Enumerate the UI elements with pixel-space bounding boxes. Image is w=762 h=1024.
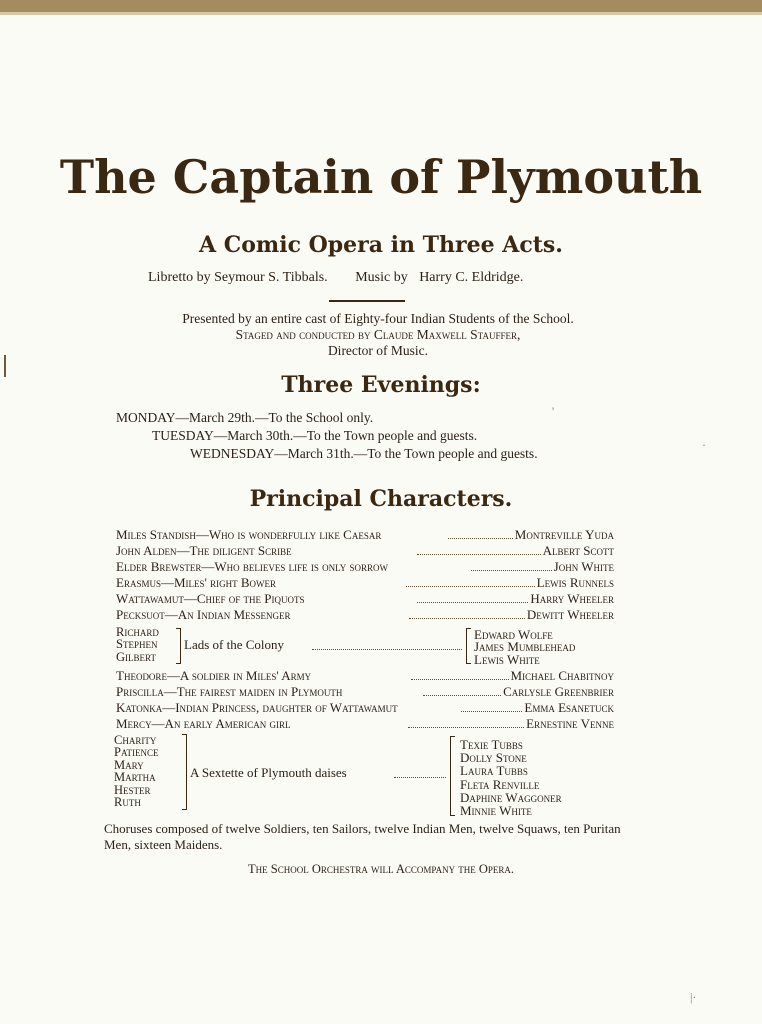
ink-speck: ' [552,404,555,418]
lad-name: Richard [116,625,159,639]
character-row [116,668,614,684]
sextette-actor: Fleta Renville [460,776,540,792]
character-row [116,591,614,607]
divider-rule [329,300,405,302]
character-row [116,543,614,559]
sextette-actor: Laura Tubbs [460,763,528,779]
lads-right-brace [466,628,471,664]
lads-description: Lads of the Colony [184,637,285,652]
character-role: Elder Brewster—Who believes life is only sorrow [116,559,388,574]
character-actor: Harry Wheeler [530,591,615,606]
character-role: Wattawamut—Chief of the Piquots [116,591,305,606]
lad-actor: James Mumblehead [474,639,576,655]
orchestra-note: The School Orchestra will Accompany the Opera. [247,862,515,876]
character-row [116,607,614,623]
character-role: Miles Standish—Who is wonderfully like Caesar [116,527,382,542]
character-actor: Ernestine Venne [526,716,614,731]
lad-actor: Lewis White [474,651,540,667]
sextette-name: Mary [114,757,144,772]
character-actor: Dewitt Wheeler [526,607,615,622]
page-title: The Captain of Plymouth [59,150,703,204]
character-role: John Alden—The diligent Scribe [116,543,292,558]
sextette-leader-dots [394,777,446,778]
ink-speck: · [702,438,706,452]
character-row [116,559,614,575]
sextette-name: Martha [114,770,156,785]
character-actor: Michael Chabitnoy [510,668,615,683]
evening-item: MONDAY—March 29th.—To the School only. [116,410,374,425]
character-actor: Emma Esanetuck [524,700,615,715]
character-actor: Montreville Yuda [514,527,614,542]
character-row [116,684,614,700]
character-role: Mercy—An early American girl [116,716,291,731]
presented-line-3: Director of Music. [327,343,429,358]
presented-line-2: Staged and conducted by Claude Maxwell Stauffer, [235,327,521,342]
music-label: Music by [355,270,408,285]
top-border-shadow [0,12,762,15]
sextette-name: Patience [114,745,159,760]
lad-actor: Edward Wolfe [474,627,553,642]
character-role: Erasmus—Miles' right Bower [116,575,277,590]
sextette-actors [460,738,562,817]
sextette-actor: Daphine Waggoner [460,789,562,805]
character-actor: Albert Scott [542,543,614,558]
character-row [116,527,614,543]
character-role: Pecksuot—An Indian Messenger [116,607,291,622]
presented-line-1: Presented by an entire cast of Eighty-four Indian Students of the School. [182,311,574,326]
lads-names [116,626,159,663]
character-actor: John White [553,559,615,574]
evening-item: TUESDAY—March 30th.—To the Town people and guests. [152,428,478,443]
credits-line [148,270,531,286]
page-subtitle: A Comic Opera in Three Acts. [199,232,563,258]
libretto-credit: Libretto by Seymour S. Tibbals. [148,270,328,285]
ink-speck: |· [690,990,697,1004]
lads-actors [474,629,575,666]
character-role: Theodore—A soldier in Miles' Army [116,668,312,683]
top-border [0,0,762,12]
sextette-left-brace [182,734,187,810]
choruses-note: Choruses composed of twelve Soldiers, ten Sailors, twelve Indian Men, twelve Squaws, ten Puritan Men, sixteen Maidens. [104,821,621,852]
sextette-names [114,734,158,808]
sextette-description: A Sextette of Plymouth daises [190,765,347,780]
sextette-actor: Dolly Stone [460,750,527,766]
lads-leader-dots [312,649,462,650]
sextette-actor: Minnie White [460,803,532,819]
character-role: Priscilla—The fairest maiden in Plymouth [116,684,343,699]
character-actor: Lewis Runnels [536,575,615,590]
evening-item: WEDNESDAY—March 31th.—To the Town people and guests. [190,446,538,461]
sextette-actor: Texie Tubbs [460,737,523,752]
sextette-name: Hester [114,782,151,797]
lad-name: Gilbert [116,649,156,664]
lad-name: Stephen [116,637,158,652]
presented-block [118,311,638,359]
music-credit: Harry C. Eldridge. [419,270,524,285]
character-role: Katonka—Indian Princess, daughter of Wattawamut [116,700,398,715]
sextette-right-brace [450,736,455,816]
sextette-name: Charity [114,733,157,747]
character-row [116,716,614,732]
character-actor: Carlysle Greenbrier [503,684,614,699]
character-row [116,575,614,591]
character-row [116,700,614,716]
sextette-name: Ruth [114,795,141,810]
characters-heading: Principal Characters. [249,486,513,512]
lads-left-brace [176,628,181,664]
evenings-heading: Three Evenings: [281,372,481,398]
